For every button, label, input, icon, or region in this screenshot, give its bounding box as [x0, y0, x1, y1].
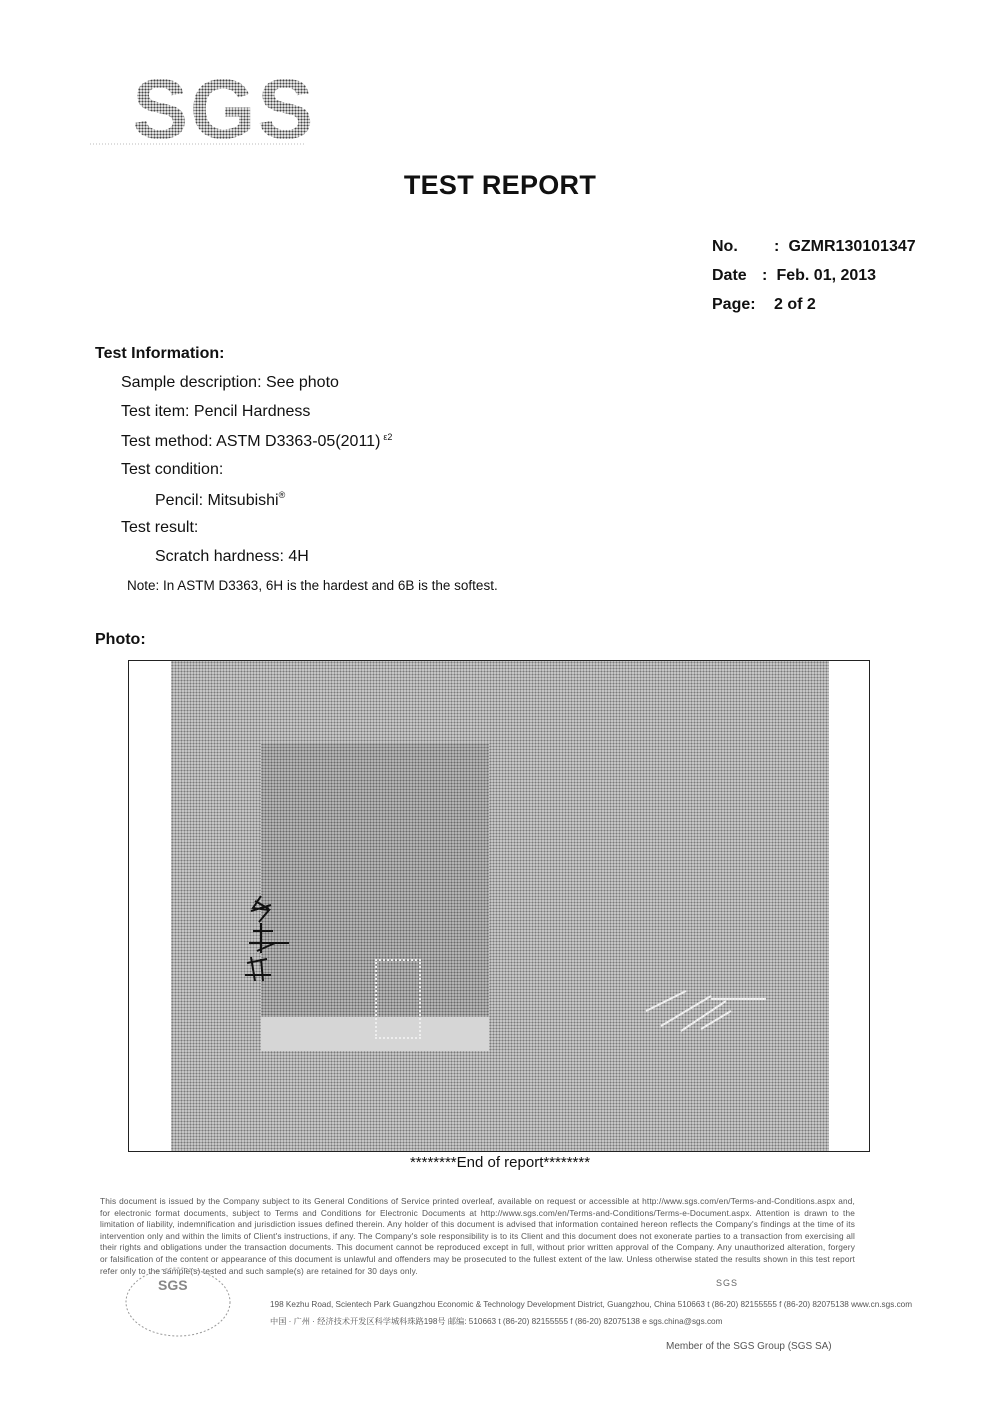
company-stamp	[108, 1262, 258, 1340]
legal-disclaimer: This document is issued by the Company subject to its General Conditions of Service printed overleaf, available on request or accessible at http://www.sgs.com/en/Terms-and-Conditions.aspx and, for electronic format documents, subject to Terms and Conditions for Electronic Documents at http://www.sgs.com/en/Terms-and-Conditions/Terms-e-Document.aspx. Attention is drawn to the limitation of liability, indemnification and jurisdiction issues defined therein. Any holder of this document is advised that information contained hereon reflects the Company's findings at the time of its intervention only and within the limits of Client's instructions, if any. The Company's sole responsibility is to its Client and this document does not exonerate parties to a transaction from exercising all their rights and obligations under the transaction documents. This document cannot be reproduced except in full, without prior written approval of the Company. Any unauthorized alteration, forgery or falsification of the content or appearance of this document is unlawful and offenders may be prosecuted to the fullest extent of the law. Unless otherwise stated the results shown in this test report refer only to the sample(s) tested and such sample(s) are retained for 30 days only.	[100, 1196, 855, 1276]
pencil-text: Pencil: Mitsubishi	[155, 492, 279, 509]
sgs-logo	[90, 52, 330, 162]
sample-description: Sample description: See photo	[121, 374, 339, 391]
photo-frame	[128, 660, 870, 1152]
hardness-note: Note: In ASTM D3363, 6H is the hardest and 6B is the softest.	[127, 578, 498, 593]
sample-photo	[171, 661, 829, 1151]
registered-mark: ®	[278, 490, 286, 500]
report-date-row	[712, 267, 876, 285]
report-page-value: 2 of 2	[774, 296, 816, 313]
report-page-label: Page:	[712, 296, 756, 313]
end-of-report: ********End of report********	[409, 1154, 591, 1171]
surface-glare	[641, 981, 771, 1041]
report-number-row	[712, 238, 916, 256]
report-number-label: No.	[712, 238, 738, 255]
address-english: 198 Kezhu Road, Scientech Park Guangzhou Economic & Technology Development District, Guangzhou, China 510663 t (86-20) 82155555 f (86-20) 82075138 www.cn.sgs.com	[270, 1300, 913, 1309]
address-chinese: 中国 · 广州 · 经济技术开发区科学城科珠路198号 邮编: 510663 t (86-20) 82155555 f (86-20) 82075138 e sgs.china@sgs.com	[270, 1317, 723, 1326]
stamp-text: SGS	[158, 1277, 188, 1293]
report-date-sep: :	[762, 267, 768, 284]
report-date-label: Date	[712, 267, 747, 284]
pencil-scratch-marks	[231, 881, 301, 1011]
report-page-row	[712, 296, 816, 314]
test-result: Test result:	[121, 519, 199, 536]
svg-text:SGS: SGS	[132, 62, 316, 156]
test-method-text: Test method: ASTM D3363-05(2011)	[121, 433, 381, 450]
test-method-mark: ε2	[383, 432, 393, 442]
photo-heading: Photo:	[95, 631, 146, 648]
label-sticker	[375, 959, 421, 1039]
scratch-hardness: Scratch hardness: 4H	[155, 548, 309, 565]
test-method	[121, 432, 392, 451]
test-item: Test item: Pencil Hardness	[121, 403, 311, 420]
pencil	[155, 490, 285, 510]
test-information-heading: Test Information:	[95, 345, 225, 362]
report-number-value: GZMR130101347	[788, 238, 916, 255]
test-condition: Test condition:	[121, 461, 224, 478]
report-date-value: Feb. 01, 2013	[776, 267, 877, 284]
report-number-sep: :	[774, 238, 780, 255]
report-title: TEST REPORT	[403, 170, 597, 200]
member-of-sgs-group: Member of the SGS Group (SGS SA)	[666, 1341, 832, 1352]
footer-mark: SGS	[716, 1278, 739, 1288]
